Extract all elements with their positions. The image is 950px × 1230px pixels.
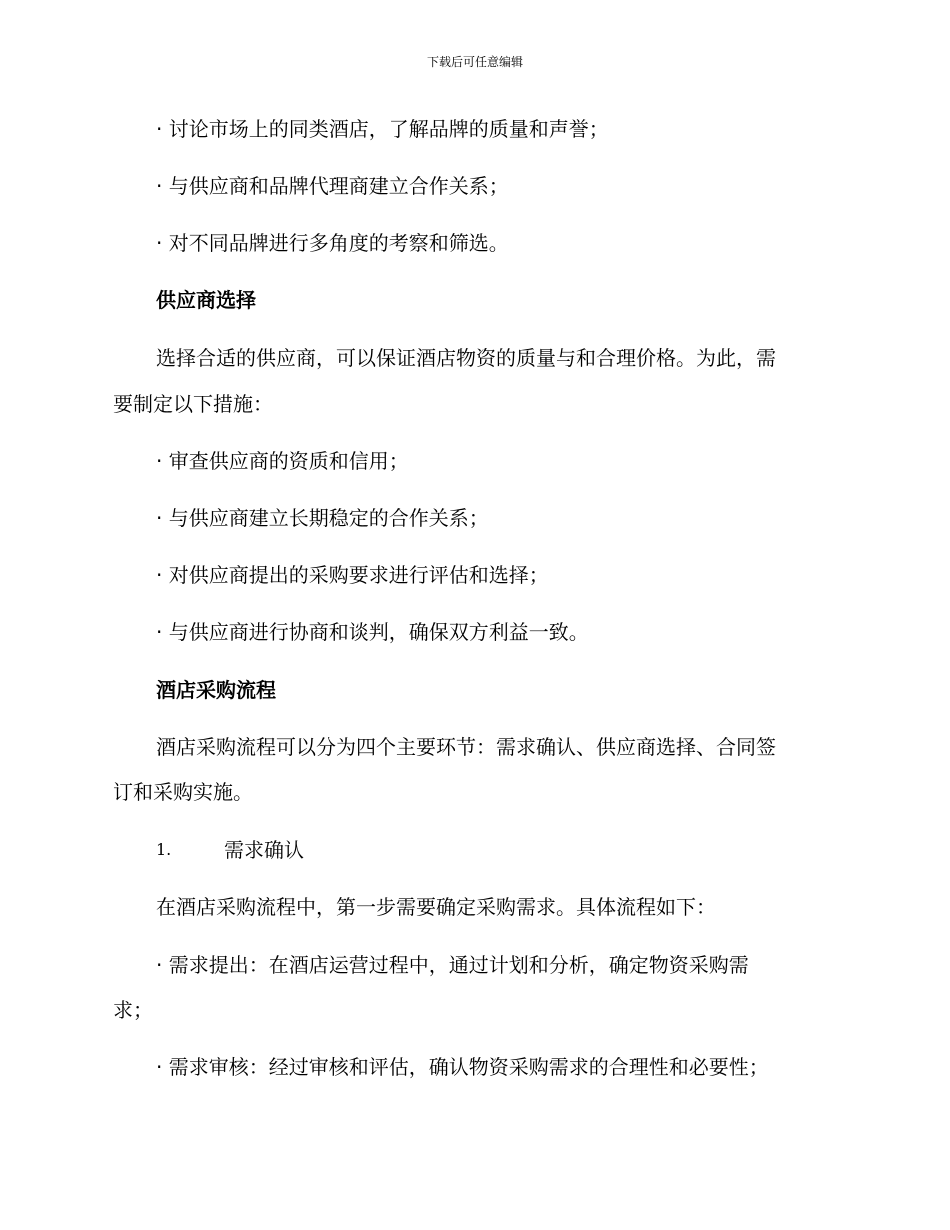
bullet-item-continuation: 求；	[113, 998, 153, 1022]
bullet-item: · 对供应商提出的采购要求进行评估和选择；	[156, 563, 549, 587]
bullet-item: · 与供应商进行协商和谈判，确保双方利益一致。	[156, 620, 589, 644]
paragraph-line: 订和采购实施。	[113, 780, 253, 804]
list-number: 1.	[156, 840, 172, 859]
paragraph-line: 要制定以下措施：	[113, 392, 273, 416]
bullet-item: · 需求提出：在酒店运营过程中，通过计划和分析，确定物资采购需	[156, 953, 749, 977]
bullet-item: · 对不同品牌进行多角度的考察和筛选。	[156, 231, 509, 255]
paragraph-line: 酒店采购流程可以分为四个主要环节：需求确认、供应商选择、合同签	[156, 735, 776, 759]
bullet-item: · 与供应商和品牌代理商建立合作关系；	[156, 174, 509, 198]
bullet-item: · 与供应商建立长期稳定的合作关系；	[156, 506, 489, 530]
bullet-item: · 审查供应商的资质和信用；	[156, 449, 409, 473]
section-heading-process: 酒店采购流程	[156, 678, 276, 702]
page-header: 下载后可任意编辑	[426, 55, 523, 69]
bullet-item: · 需求审核：经过审核和评估，确认物资采购需求的合理性和必要性；	[156, 1055, 769, 1079]
numbered-heading: 需求确认	[224, 838, 304, 862]
bullet-item: · 讨论市场上的同类酒店，了解品牌的质量和声誉；	[156, 117, 609, 141]
paragraph-line: 在酒店采购流程中，第一步需要确定采购需求。具体流程如下：	[156, 895, 716, 919]
section-heading-supplier: 供应商选择	[156, 288, 256, 312]
paragraph-line: 选择合适的供应商，可以保证酒店物资的质量与和合理价格。为此，需	[156, 346, 776, 370]
